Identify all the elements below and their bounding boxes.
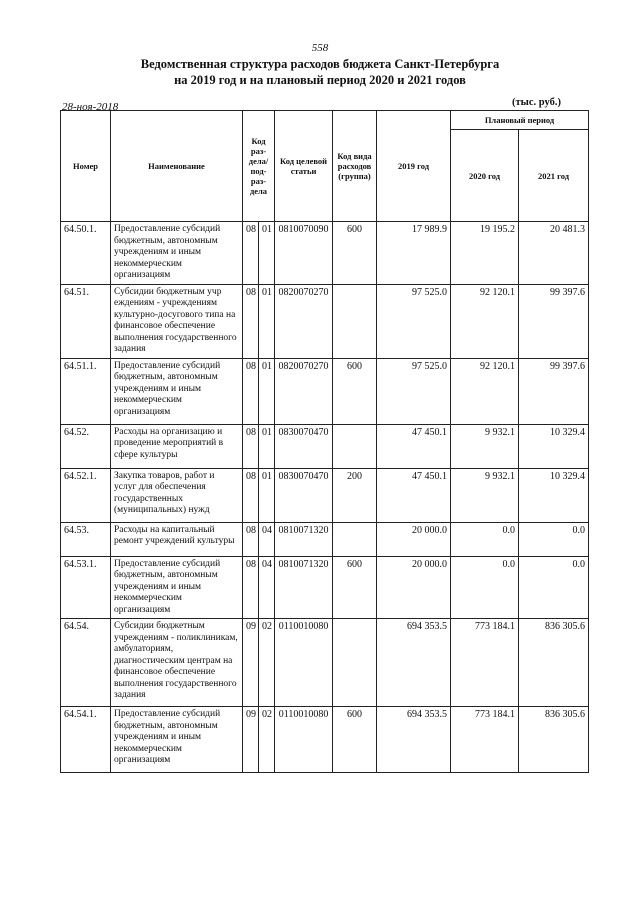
row-section: 09	[243, 707, 259, 773]
header-2021: 2021 год	[519, 130, 589, 222]
row-name: Предоставление субсидий бюджетным, автономным учреждениям и иным некоммерческим организациям	[111, 556, 243, 619]
row-section: 08	[243, 284, 259, 358]
row-subsection: 02	[259, 707, 275, 773]
row-target-code: 0820070270	[275, 284, 333, 358]
table-row	[61, 424, 589, 468]
table-row	[61, 468, 589, 522]
row-expense-type: 200	[333, 468, 377, 522]
row-number: 64.52.1.	[61, 468, 111, 522]
row-amount-2019: 47 450.1	[377, 468, 451, 522]
row-target-code: 0110010080	[275, 707, 333, 773]
header-2020: 2020 год	[451, 130, 519, 222]
row-target-code: 0820070270	[275, 358, 333, 424]
row-amount-2019: 694 353.5	[377, 707, 451, 773]
row-section: 08	[243, 358, 259, 424]
row-name: Субсидии бюджетным учреждениям - поликлиникам, амбулаториям, диагностическим центрам на финансовое обеспечение выполнения государственного задания	[111, 619, 243, 707]
row-amount-2019: 97 525.0	[377, 284, 451, 358]
row-number: 64.53.	[61, 522, 111, 556]
row-expense-type: 600	[333, 556, 377, 619]
row-amount-2019: 694 353.5	[377, 619, 451, 707]
row-number: 64.53.1.	[61, 556, 111, 619]
table-row	[61, 522, 589, 556]
row-number: 64.50.1.	[61, 222, 111, 285]
header-planned-period: Плановый период	[451, 111, 589, 130]
row-amount-2019: 20 000.0	[377, 522, 451, 556]
row-number: 64.54.	[61, 619, 111, 707]
row-subsection: 01	[259, 284, 275, 358]
table-body	[61, 222, 589, 773]
row-number: 64.51.	[61, 284, 111, 358]
row-name: Предоставление субсидий бюджетным, автономным учреждениям и иным некоммерческим организациям	[111, 222, 243, 285]
row-expense-type	[333, 522, 377, 556]
row-amount-2021: 836 305.6	[519, 619, 589, 707]
row-expense-type	[333, 619, 377, 707]
row-amount-2021: 99 397.6	[519, 284, 589, 358]
row-amount-2019: 20 000.0	[377, 556, 451, 619]
row-target-code: 0810071320	[275, 556, 333, 619]
row-expense-type: 600	[333, 707, 377, 773]
table-row	[61, 284, 589, 358]
row-subsection: 02	[259, 619, 275, 707]
row-number: 64.51.1.	[61, 358, 111, 424]
row-amount-2019: 47 450.1	[377, 424, 451, 468]
row-subsection: 01	[259, 358, 275, 424]
row-amount-2020: 92 120.1	[451, 358, 519, 424]
row-section: 08	[243, 522, 259, 556]
page-number: 558	[311, 42, 329, 54]
row-section: 08	[243, 222, 259, 285]
row-section: 08	[243, 556, 259, 619]
header-2019: 2019 год	[377, 111, 451, 222]
row-name: Предоставление субсидий бюджетным, автономным учреждениям и иным некоммерческим организациям	[111, 358, 243, 424]
row-amount-2019: 97 525.0	[377, 358, 451, 424]
row-amount-2019: 17 989.9	[377, 222, 451, 285]
header-expense-type: Код вида расходов (группа)	[333, 111, 377, 222]
row-amount-2021: 10 329.4	[519, 468, 589, 522]
row-amount-2020: 0.0	[451, 556, 519, 619]
row-name: Закупка товаров, работ и услуг для обеспечения государственных (муниципальных) нужд	[111, 468, 243, 522]
row-number: 64.52.	[61, 424, 111, 468]
header-target: Код целевой статьи	[275, 111, 333, 222]
row-section: 08	[243, 468, 259, 522]
row-amount-2021: 0.0	[519, 556, 589, 619]
title-line-2: на 2019 год и на плановый период 2020 и 2021 годов	[174, 73, 466, 87]
row-name: Предоставление субсидий бюджетным, автономным учреждениям и иным некоммерческим организациям	[111, 707, 243, 773]
row-amount-2020: 0.0	[451, 522, 519, 556]
header-number: Номер	[61, 111, 111, 222]
row-amount-2021: 99 397.6	[519, 358, 589, 424]
row-section: 08	[243, 424, 259, 468]
unit-label: (тыс. руб.)	[512, 97, 561, 108]
row-amount-2020: 9 932.1	[451, 424, 519, 468]
table-row	[61, 556, 589, 619]
budget-table	[60, 110, 589, 773]
row-number: 64.54.1.	[61, 707, 111, 773]
row-target-code: 0110010080	[275, 619, 333, 707]
row-target-code: 0810070090	[275, 222, 333, 285]
row-amount-2020: 9 932.1	[451, 468, 519, 522]
header-section: Код раз- дела/ под- раз- дела	[243, 111, 275, 222]
row-name: Субсидии бюджетным учр еждениям - учреждениям культурно-досугового типа на финансовое обеспечение выполнения государственного задания	[111, 284, 243, 358]
row-target-code: 0830070470	[275, 468, 333, 522]
row-expense-type	[333, 284, 377, 358]
row-section: 09	[243, 619, 259, 707]
row-amount-2021: 836 305.6	[519, 707, 589, 773]
table-row	[61, 358, 589, 424]
table-row	[61, 222, 589, 285]
row-expense-type: 600	[333, 222, 377, 285]
row-subsection: 01	[259, 424, 275, 468]
table-row	[61, 619, 589, 707]
row-amount-2020: 92 120.1	[451, 284, 519, 358]
row-amount-2020: 773 184.1	[451, 619, 519, 707]
row-expense-type: 600	[333, 358, 377, 424]
row-subsection: 04	[259, 522, 275, 556]
header-name: Наименование	[111, 111, 243, 222]
row-subsection: 01	[259, 468, 275, 522]
document-date: 28-ноя-2018	[62, 101, 119, 113]
table-row	[61, 707, 589, 773]
row-amount-2021: 20 481.3	[519, 222, 589, 285]
page-title	[0, 56, 640, 88]
row-target-code: 0810071320	[275, 522, 333, 556]
row-subsection: 01	[259, 222, 275, 285]
row-amount-2021: 10 329.4	[519, 424, 589, 468]
row-amount-2020: 19 195.2	[451, 222, 519, 285]
row-subsection: 04	[259, 556, 275, 619]
row-amount-2020: 773 184.1	[451, 707, 519, 773]
row-expense-type	[333, 424, 377, 468]
title-line-1: Ведомственная структура расходов бюджета Санкт-Петербурга	[140, 57, 500, 71]
row-amount-2021: 0.0	[519, 522, 589, 556]
row-name: Расходы на капитальный ремонт учреждений культуры	[111, 522, 243, 556]
row-name: Расходы на организацию и проведение мероприятий в сфере культуры	[111, 424, 243, 468]
row-target-code: 0830070470	[275, 424, 333, 468]
